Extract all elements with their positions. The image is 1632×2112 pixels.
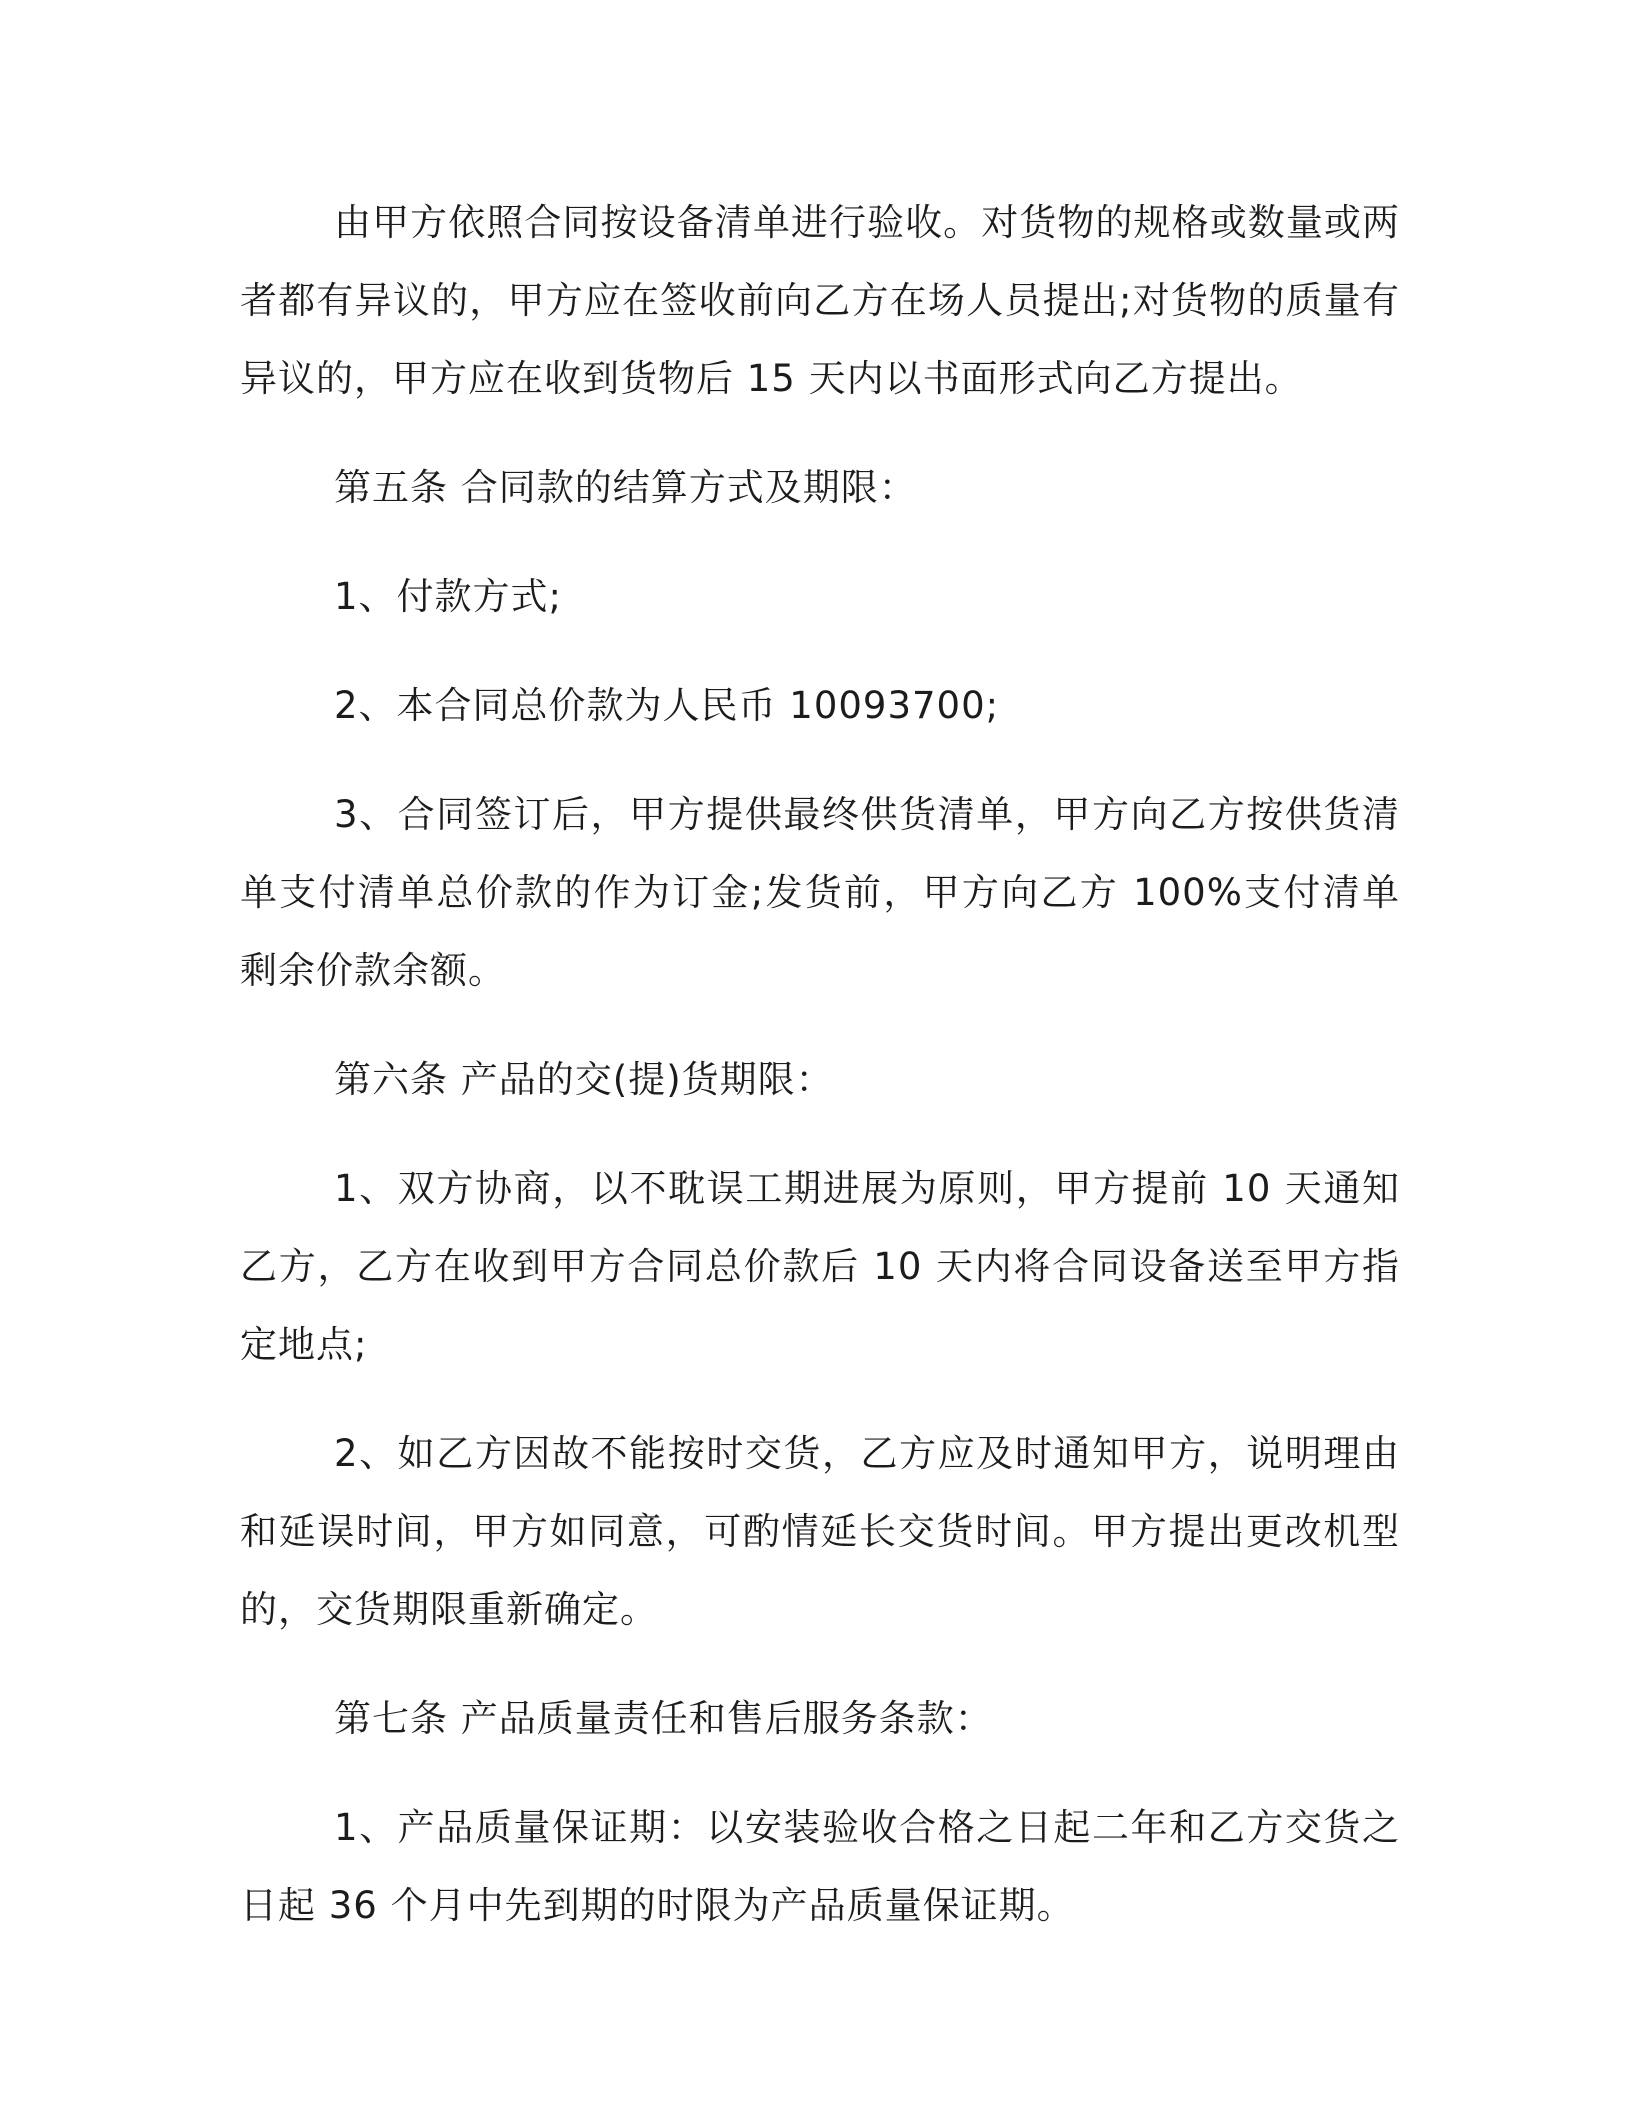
heading-article-7: 第七条 产品质量责任和售后服务条款： xyxy=(334,1697,993,1740)
paragraph-delivery-notice: 1、双方协商，以不耽误工期进展为原则，甲方提前 10 天通知乙方，乙方在收到甲方合同总价款后 10 天内将合同设备送至甲方指定地点; xyxy=(240,1167,1400,1366)
paragraph-acceptance: 由甲方依照合同按设备清单进行验收。对货物的规格或数量或两者都有异议的，甲方应在签收前向乙方在场人员提出;对货物的质量有异议的，甲方应在收到货物后 15 天内以书面形式向乙方提出。 xyxy=(240,201,1400,400)
heading-article-6: 第六条 产品的交(提)货期限： xyxy=(334,1058,834,1101)
paragraph-warranty-period: 1、产品质量保证期：以安装验收合格之日起二年和乙方交货之日起 36 个月中先到期的时限为产品质量保证期。 xyxy=(240,1806,1400,1927)
paragraph-deposit: 3、合同签订后，甲方提供最终供货清单，甲方向乙方按供货清单支付清单总价款的作为订金;发货前，甲方向乙方 100%支付清单剩余价款余额。 xyxy=(240,793,1400,992)
heading-article-5: 第五条 合同款的结算方式及期限： xyxy=(334,466,917,509)
paragraph-total-price: 2、本合同总价款为人民币 10093700; xyxy=(334,684,1000,727)
document-body xyxy=(240,184,1400,1976)
paragraph-payment-method: 1、付款方式; xyxy=(334,575,563,618)
paragraph-delivery-delay: 2、如乙方因故不能按时交货，乙方应及时通知甲方，说明理由和延误时间，甲方如同意，可酌情延长交货时间。甲方提出更改机型的，交货期限重新确定。 xyxy=(240,1432,1400,1631)
